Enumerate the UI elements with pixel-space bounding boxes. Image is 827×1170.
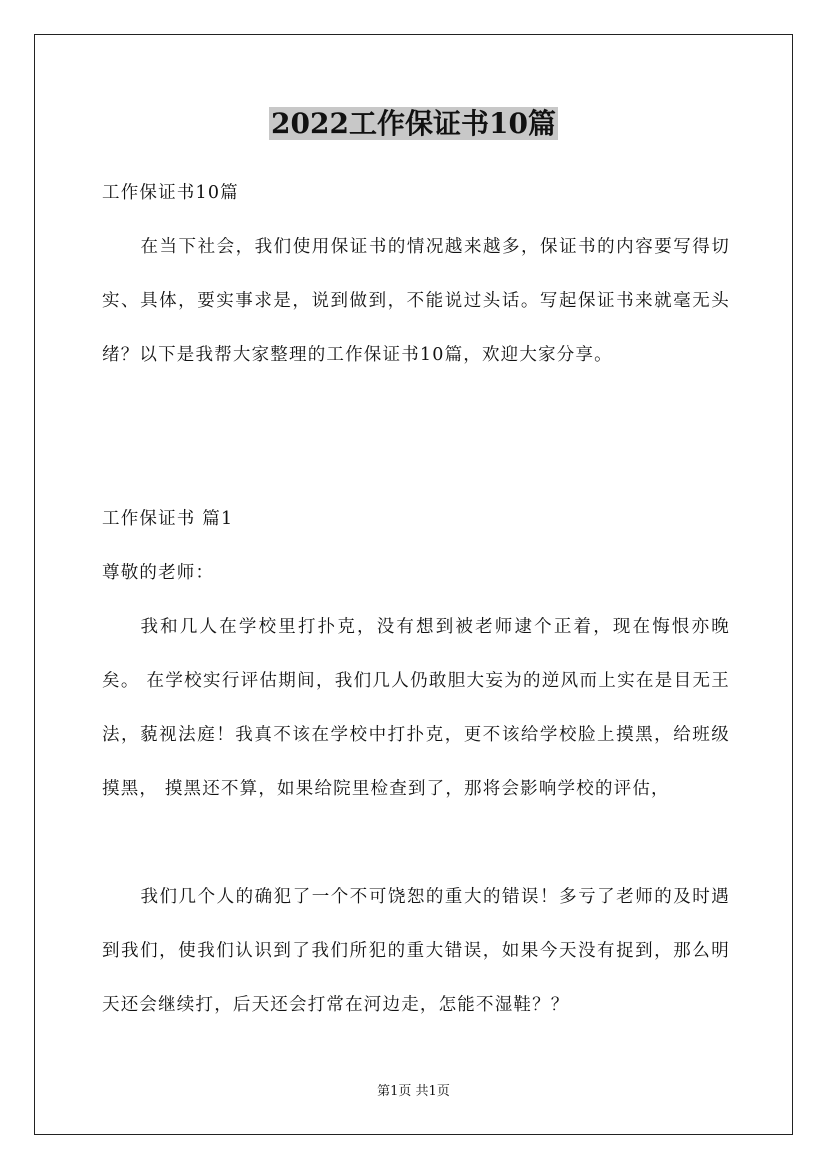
document-subtitle [102,178,730,208]
page-number-label: 第1页 共1页 [377,1084,450,1099]
salutation: 尊敬的老师： [102,563,215,583]
section-heading-block [102,504,730,534]
intro-paragraph-block [102,220,730,382]
salutation-block [102,558,730,588]
page-footer [0,1082,827,1102]
document-title [0,104,827,144]
body-paragraph-1-block [102,600,730,816]
body-paragraph-2: 我们几个人的确犯了一个不可饶恕的重大的错误！多亏了老师的及时遇到我们，使我们认识到了我们所犯的重大错误，如果今天没有捉到，那么明天还会继续打，后天还会打常在河边走，怎能不湿鞋？？ [102,887,730,1015]
body-paragraph-2-block [102,870,730,1032]
document-title-text: 2022工作保证书10篇 [271,107,556,140]
subtitle-text: 工作保证书10篇 [102,183,239,203]
section-heading: 工作保证书 篇1 [102,509,234,529]
intro-paragraph: 在当下社会，我们使用保证书的情况越来越多，保证书的内容要写得切实、具体，要实事求是，说到做到，不能说过头话。写起保证书来就毫无头绪？以下是我帮大家整理的工作保证书10篇，欢迎大家分享。 [102,237,730,365]
body-paragraph-1: 我和几人在学校里打扑克，没有想到被老师逮个正着，现在悔恨亦晚矣。 在学校实行评估期间，我们几人仍敢胆大妄为的逆风而上实在是目无王法，藐视法庭！我真不该在学校中打扑克，更不该给学校脸上摸黑，给班级摸黑， 摸黑还不算，如果给院里检查到了，那将会影响学校的评估， [102,617,730,799]
